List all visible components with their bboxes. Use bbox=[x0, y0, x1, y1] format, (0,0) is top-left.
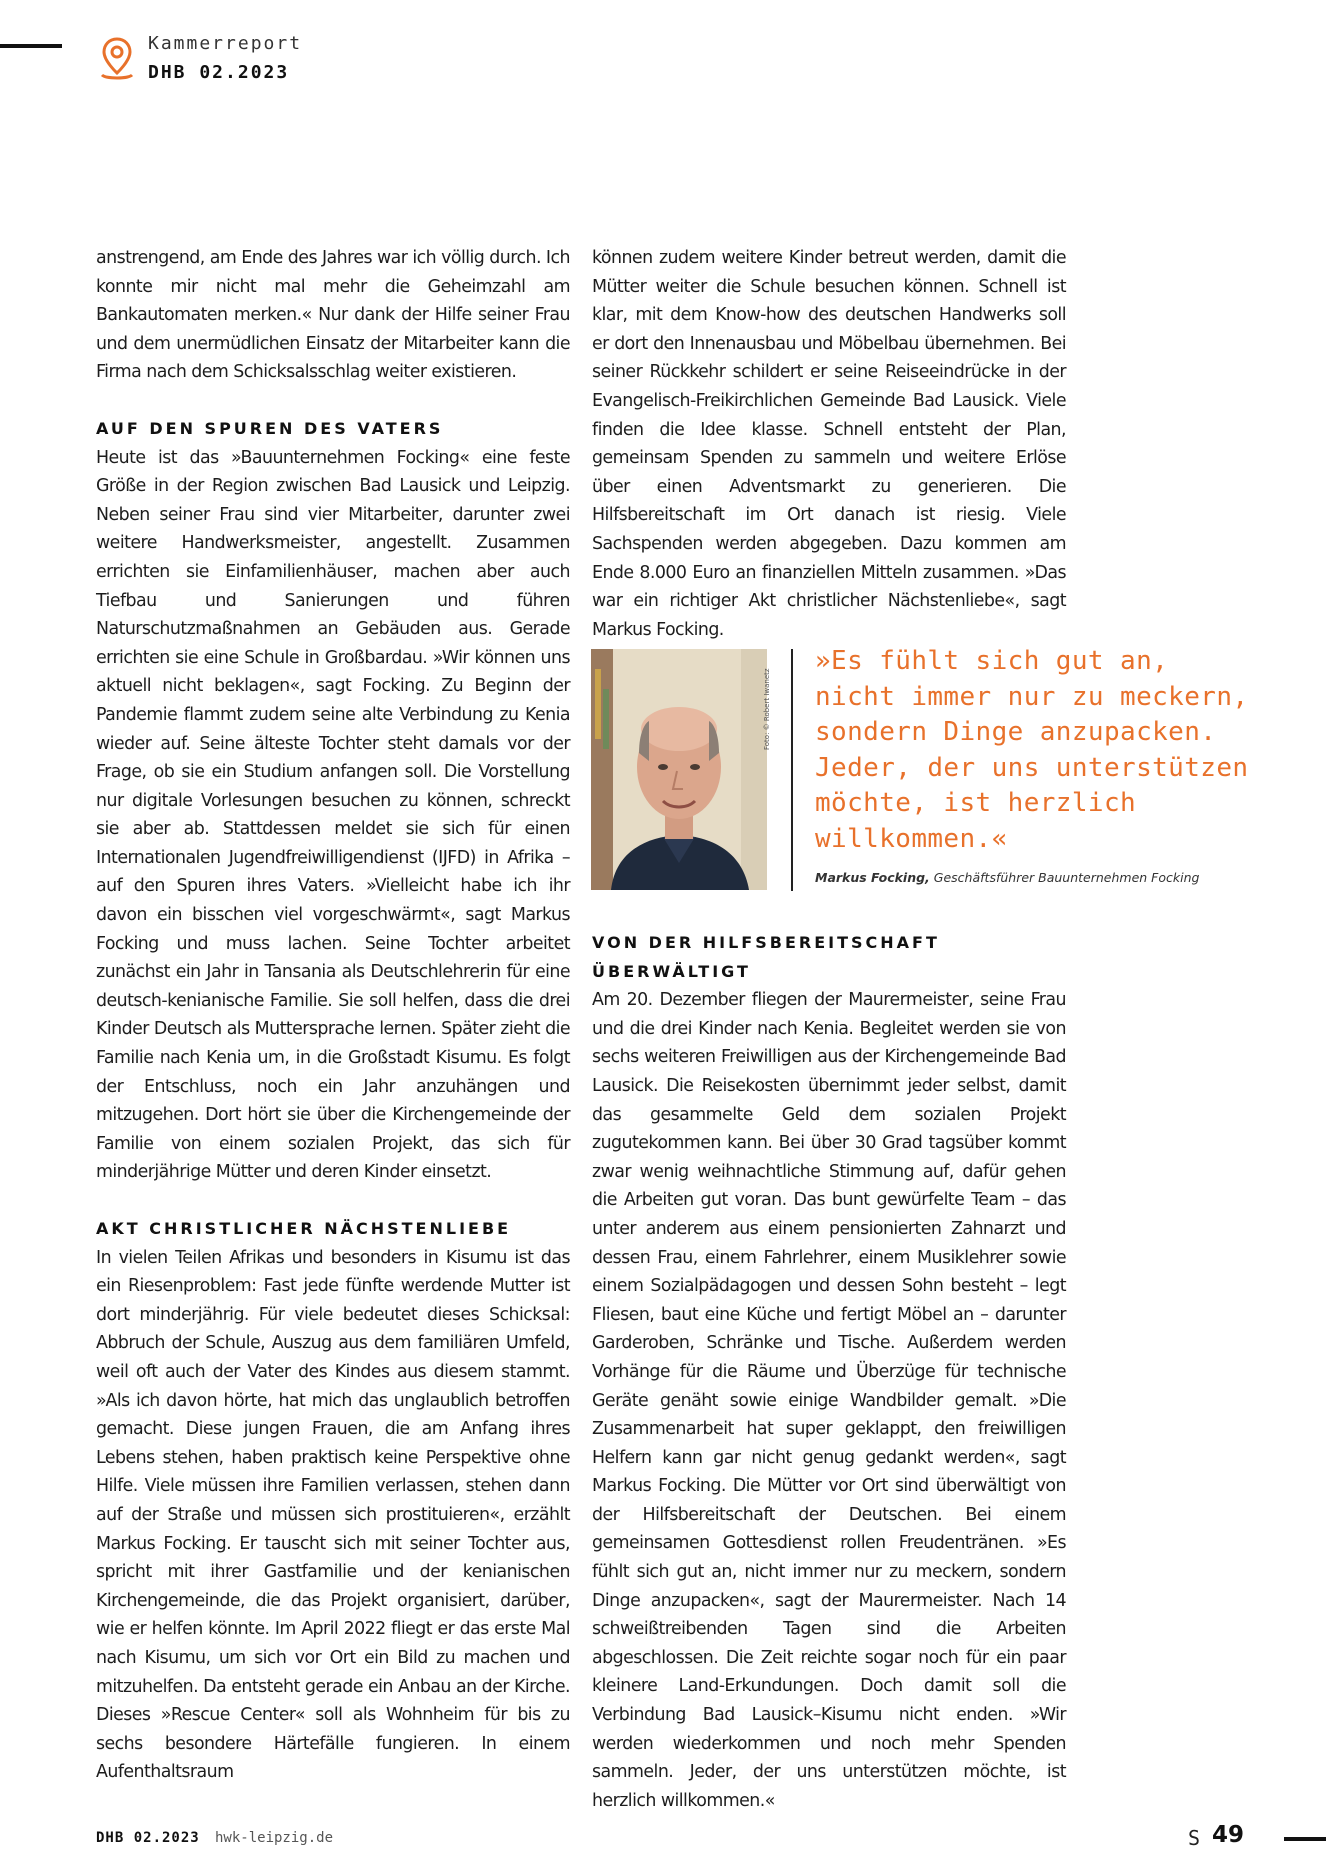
subheading-naechstenliebe: AKT CHRISTLICHER NÄCHSTENLIEBE bbox=[96, 1219, 512, 1238]
footer-url[interactable]: hwk-leipzig.de bbox=[215, 1830, 334, 1846]
photo-credit bbox=[760, 652, 772, 752]
right-column-top bbox=[592, 244, 1066, 644]
left-column bbox=[96, 244, 570, 1787]
footer-issue: DHB 02.2023 bbox=[96, 1830, 200, 1846]
quote-attribution bbox=[815, 870, 1199, 885]
paragraph-naechstenliebe: In vielen Teilen Afrikas und besonders in Kisumu ist das ein Riesenproblem: Fast jede fünfte werdende Mutter ist dort minderjährig. Für viele bedeutet dieses Schicksal: Abbruch der Schule, Auszug aus dem familiären Umfeld, weil oft auch der Vater des Kindes aus diesem stammt. »Als ich davon hörte, hat mich das unglaublich betroffen gemacht. Diese jungen Frauen, die am Anfang ihres Lebens stehen, haben praktisch keine Perspektive ohne Hilfe. Viele müssen ihre Familien verlassen, stehen dann auf der Straße und müssen sich prostituieren«, erzählt Markus Focking. Er tauscht sich mit seiner Tochter aus, spricht mit ihrer Gastfamilie und der kenianischen Kirchengemeinde, die das Projekt organisiert, darüber, wie er helfen könnte. Im April 2022 fliegt er das erste Mal nach Kisumu, um sich vor Ort ein Bild zu machen und mitzuhelfen. Da entsteht gerade ein Anbau an der Kirche. Dieses »Rescue Center« soll als Wohnheim für bis zu sechs besondere Härtefälle fungieren. In einem Aufenthaltsraum bbox=[96, 1247, 570, 1783]
header-rule bbox=[0, 44, 62, 48]
page-prefix: S bbox=[1188, 1826, 1201, 1850]
pull-quote: »Es fühlt sich gut an, nicht immer nur zu meckern, sondern Dinge anzupacken. Jeder, der uns unterstützen möchte, ist herzlich willkommen.« bbox=[815, 646, 1249, 854]
portrait-illustration bbox=[591, 649, 767, 890]
location-pin-icon bbox=[96, 36, 138, 82]
page-number: 49 bbox=[1212, 1822, 1245, 1848]
photo-credit-text: Foto: © Robert Iwanetz bbox=[763, 668, 771, 750]
footer-rule bbox=[1284, 1837, 1326, 1841]
quote-divider bbox=[791, 649, 793, 891]
subheading-hilfsbereitschaft: VON DER HILFSBEREITSCHAFT ÜBERWÄLTIGT bbox=[592, 933, 940, 981]
quote-author-role: Geschäftsführer Bauunternehmen Focking bbox=[933, 870, 1200, 885]
subheading-spuren: AUF DEN SPUREN DES VATERS bbox=[96, 418, 444, 438]
portrait-photo bbox=[591, 649, 767, 890]
continuation-paragraph: können zudem weitere Kinder betreut werden, damit die Mütter weiter die Schule besuchen können. Schnell ist klar, mit dem Know-how des deutschen Handwerks soll er dort den Innenausbau und Möbelbau übernehmen. Bei seiner Rückkehr schildert er seine Reiseeindrücke in der Evangelisch-Freikirchlichen Gemeinde Bad Lausick. Viele finden die Idee klasse. Schnell entsteht der Plan, gemeinsam Spenden zu sammeln und weitere Erlöse über einen Adventsmarkt zu generieren. Die Hilfsbereitschaft im Ort danach ist riesig. Viele Sachspenden werden abgegeben. Dazu kommen am Ende 8.000 Euro an finanziellen Mitteln zusammen. »Das war ein richtiger Akt christlicher Nächstenliebe«, sagt Markus Focking. bbox=[592, 248, 1066, 640]
paragraph-spuren: Heute ist das »Bauunternehmen Focking« eine feste Größe in der Region zwischen Bad Lausick und Leipzig. Neben seiner Frau sind vier Mitarbeiter, darunter zwei weitere Handwerksmeister, angestellt. Zusammen errichten sie Einfamilienhäuser, machen aber auch Tiefbau und Sanierungen und führen Naturschutzmaßnahmen an Gebäuden aus. Gerade errichten sie eine Schule in Großbardau. »Wir können uns aktuell nicht beklagen«, sagt Focking. Zu Beginn der Pandemie flammt zudem seine alte Verbindung zu Kenia wieder auf. Seine älteste Tochter steht damals vor der Frage, ob sie ein Studium anfangen soll. Die Vorstellung nur digitale Vorlesungen besuchen zu können, schreckt sie aber ab. Stattdessen meldet sie sich für einen Internationalen Jugendfreiwilligendienst (IJFD) in Afrika – auf den Spuren ihres Vaters. »Vielleicht habe ich ihr davon ein bisschen viel vorgeschwärmt«, sagt Markus Focking und muss lachen. Seine Tochter arbeitet zunächst ein Jahr in Tansania als Deutschlehrerin für eine deutsch-kenianische Familie. Sie soll helfen, dass die drei Kinder Deutsch als Muttersprache lernen. Später zieht die Familie nach Kenia um, in die Großstadt Kisumu. Es folgt der Entschluss, noch ein Jahr anzuhängen und mitzugehen. Dort hört sie über die Kirchengemeinde der Familie von einem sozialen Projekt, das sich für minderjährige Mütter und deren Kinder einsetzt. bbox=[96, 447, 570, 1183]
intro-paragraph: anstrengend, am Ende des Jahres war ich völlig durch. Ich konnte mir nicht mal mehr die Geheimzahl am Bankautomaten merken.« Nur dank der Hilfe seiner Frau und dem unermüdlichen Einsatz der Mitarbeiter kann die Firma nach dem Schicksalsschlag weiter existieren. bbox=[96, 248, 570, 383]
section-title: Kammerreport bbox=[148, 33, 303, 54]
quote-author: Markus Focking, bbox=[815, 870, 930, 885]
paragraph-hilfsbereitschaft: Am 20. Dezember fliegen der Maurermeister, seine Frau und die drei Kinder nach Kenia. Begleitet werden sie von sechs weiteren Freiwilligen aus der Kirchengemeinde Bad Lausick. Die Reisekosten übernimmt jeder selbst, damit das gesammelte Geld dem sozialen Projekt zugutekommen kann. Bei über 30 Grad tagsüber kommt zwar wenig weihnachtliche Stimmung auf, dafür gehen die Arbeiten gut voran. Das bunt gewürfelte Team – das unter anderem aus einem pensionierten Zahnarzt und dessen Frau, einem Fahrlehrer, einem Musiklehrer sowie einem Sozialpädagogen und dessen Sohn besteht – legt Fliesen, baut eine Küche und fertigt Möbel an – darunter Garderoben, Schränke und Tische. Außerdem werden Vorhänge für die Räume und Überzüge für technische Geräte genäht sowie einige Wandbilder gemalt. »Die Zusammenarbeit hat super geklappt, den freiwilligen Helfern kann gar nicht genug gedankt werden«, sagt Markus Focking. Die Mütter vor Ort sind überwältigt von der Hilfsbereitschaft der Deutschen. Bei einem gemeinsamen Gottesdienst rollen Freudentränen. »Es fühlt sich gut an, nicht immer nur zu meckern, sondern Dinge anzupacken«, sagt der Maurermeister. Nach 14 schweißtreibenden Tagen sind die Arbeiten abgeschlossen. Die Zeit reichte sogar noch für ein paar kleinere Land-Erkundungen. Doch damit soll die Verbindung Bad Lausick–Kisumu nicht enden. »Wir werden wiederkommen und noch mehr Spenden sammeln. Jeder, der uns unterstützen möchte, ist herzlich willkommen.« bbox=[592, 990, 1066, 1811]
issue-label: DHB 02.2023 bbox=[148, 62, 290, 83]
right-column-bottom bbox=[592, 929, 1066, 1815]
